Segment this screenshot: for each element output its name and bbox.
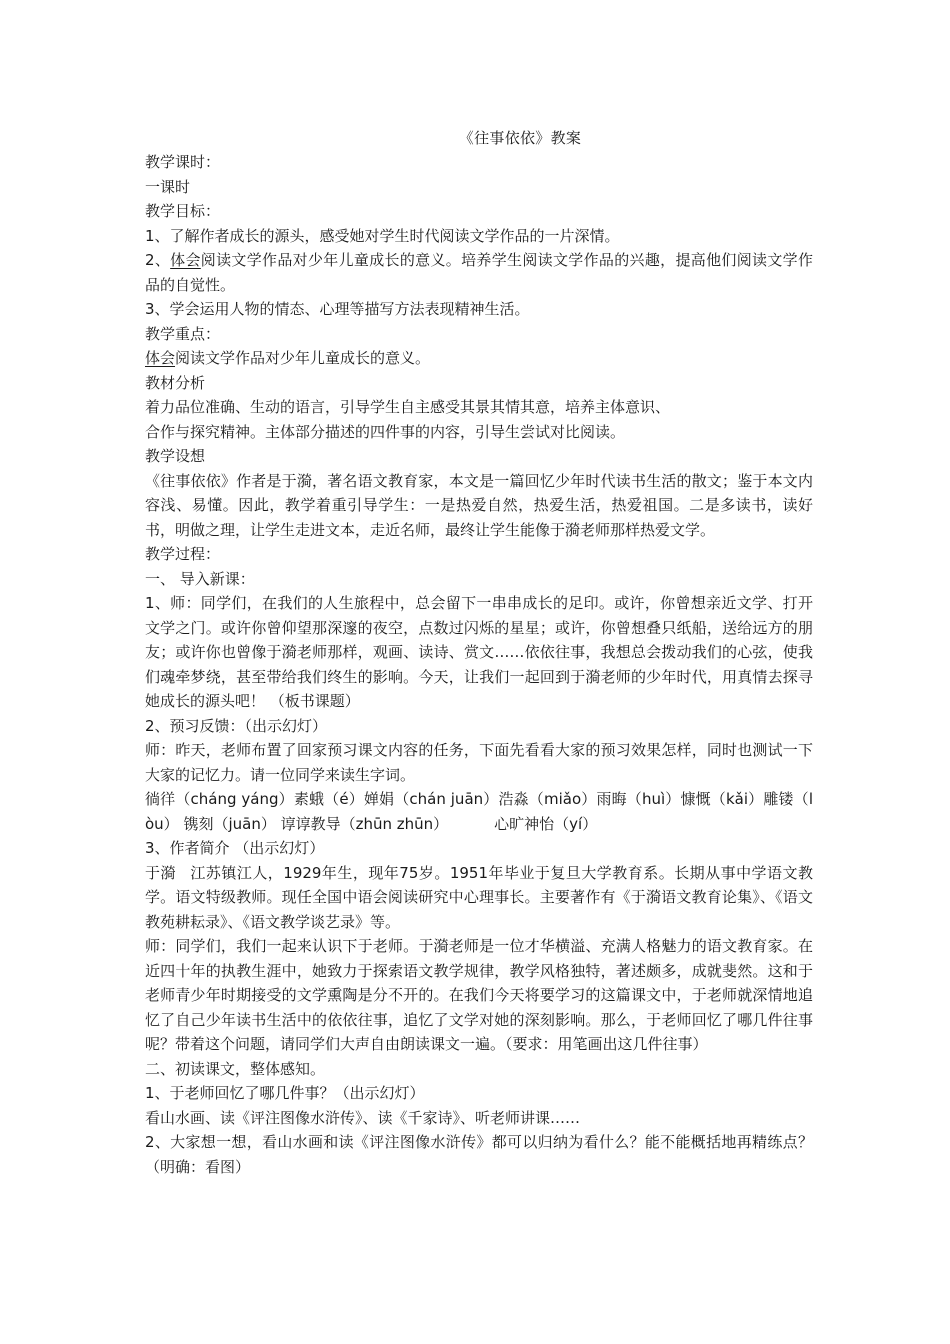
paragraph-answer-1: 看山水画、读《评注图像水浒传》、读《千家诗》、听老师讲课…… — [145, 1108, 581, 1127]
paragraph-material-analysis-1: 着力品位准确、生动的语言，引导学生自主感受其景其情其意，培养主体意识、 — [145, 398, 671, 416]
paragraph-objective-2 — [145, 248, 813, 297]
paragraph-teacher-speech: 师：同学们，我们一起来认识下于老师。于漪老师是一位才华横溢、充满人格魅力的语文教育家。在近四十年的执教生涯中，她致力于探索语文教学规律，教学风格独特，著述颇多，成就斐然。这和于老师青少年时期接受的文学熏陶是分不开的。在我们今天将要学习的这篇课文中，于老师就深情地追忆了自己少年读书生活中的依依往事，追忆了文学对她的深刻影响。那么，于老师回忆了哪几件往事呢？带着这个问题，请同学们大声自由朗读课文一遍。（要求：用笔画出这几件往事） — [145, 937, 813, 1053]
author-name: 于漪 — [145, 863, 176, 882]
objective-2-number: 2、 — [145, 251, 171, 269]
paragraph-objective-1: 1、了解作者成长的源头，感受她对学生时代阅读文学作品的一片深情。 — [145, 226, 620, 245]
paragraph-process-heading: 教学过程： — [145, 545, 221, 563]
paragraph-question-2: 2、大家想一想，看山水画和读《评注图像水浒传》都可以归纳为看什么？能不能概括地再精练点？（明确：看图） — [145, 1133, 813, 1176]
paragraph-author-intro — [145, 861, 813, 935]
paragraph-section-1-heading: 一、 导入新课： — [145, 569, 255, 588]
objective-2-text: 阅读文学作品对少年儿童成长的意义。培养学生阅读文学作品的兴趣，提高他们阅读文学作品的自觉性。 — [145, 251, 813, 294]
paragraph-preview-feedback: 师：昨天，老师布置了回家预习课文内容的任务，下面先看看大家的预习效果怎样，同时也测试一下大家的记忆力。请一位同学来读生字词。 — [145, 741, 813, 784]
paragraph-teaching-idea: 《往事依依》作者是于漪，著名语文教育家，本文是一篇回忆少年时代读书生活的散文；鉴于本文内容浅、易懂。因此，教学着重引导学生：一是热爱自然，热爱生活，热爱祖国。二是多读书，读好书，明做之理，让学生走进文本，走近名师，最终让学生能像于漪老师那样热爱文学。 — [145, 471, 813, 539]
paragraph-objectives-heading: 教学目标： — [145, 202, 221, 220]
author-bio: 江苏镇江人，1929年生，现年75岁。1951年毕业于复旦大学教育系。长期从事中学语文教学。语文特级教师。现任全国中语会阅读研究中心理事长。主要著作有《于漪语文教育论集》、《语文教苑耕耘录》、《语文教学谈艺录》等。 — [145, 863, 813, 931]
paragraph-section-2-heading: 二、初读课文，整体感知。 — [145, 1059, 326, 1078]
paragraph-author-intro-heading: 3、作者简介 （出示幻灯） — [145, 839, 325, 857]
paragraph-key-points-heading: 教学重点： — [145, 324, 221, 343]
key-points-underlined-word: 体会 — [145, 349, 176, 367]
paragraph-question-1: 1、于老师回忆了哪几件事？（出示幻灯） — [145, 1084, 425, 1102]
objective-2-underlined-word: 体会 — [170, 251, 201, 269]
vocabulary-last-word: 心旷神怡（yí） — [494, 814, 598, 833]
paragraph-material-analysis-heading: 教材分析 — [145, 373, 206, 392]
paragraph-material-analysis-2: 合作与探究精神。主体部分描述的四件事的内容，引导生尝试对比阅读。 — [145, 422, 626, 441]
paragraph-teaching-idea-heading: 教学设想 — [145, 447, 206, 465]
key-points-text: 阅读文学作品对少年儿童成长的意义。 — [175, 349, 431, 367]
paragraph-key-points — [145, 346, 813, 371]
vocabulary-words: 徜徉（cháng yáng）素蛾（é）婵娟（chán juān）浩淼（miǎo）雨晦（huì）慷慨（kǎi）雕镂（lòu） 镌刻（juān） 谆谆教导（zhūn zhūn） — [145, 790, 813, 833]
paragraph-preview-feedback-heading: 2、预习反馈：（出示幻灯） — [145, 716, 328, 735]
paragraph-intro-speech: 1、师：同学们，在我们的人生旅程中，总会留下一串串成长的足印。或许，你曾想亲近文学、打开文学之门。或许你曾仰望那深邃的夜空，点数过闪烁的星星；或许，你曾想叠只纸船，送给远方的朋友；或许你也曾像于漪老师那样，观画、读诗、赏文……依依往事，我想总会拨动我们的心弦，使我们魂牵梦绕，甚至带给我们终生的影响。今天，让我们一起回到于漪老师的少年时代，用真情去探寻她成长的源头吧！ （板书课题） — [145, 594, 813, 710]
document-body — [145, 150, 813, 1179]
paragraph-class-hours: 一课时 — [145, 177, 191, 196]
document-title: 《往事依依》教案 — [458, 129, 582, 147]
paragraph-objective-3: 3、学会运用人物的情态、心理等描写方法表现精神生活。 — [145, 300, 530, 318]
paragraph-vocabulary-list — [145, 787, 813, 836]
paragraph-class-hours-heading: 教学课时： — [145, 153, 221, 171]
